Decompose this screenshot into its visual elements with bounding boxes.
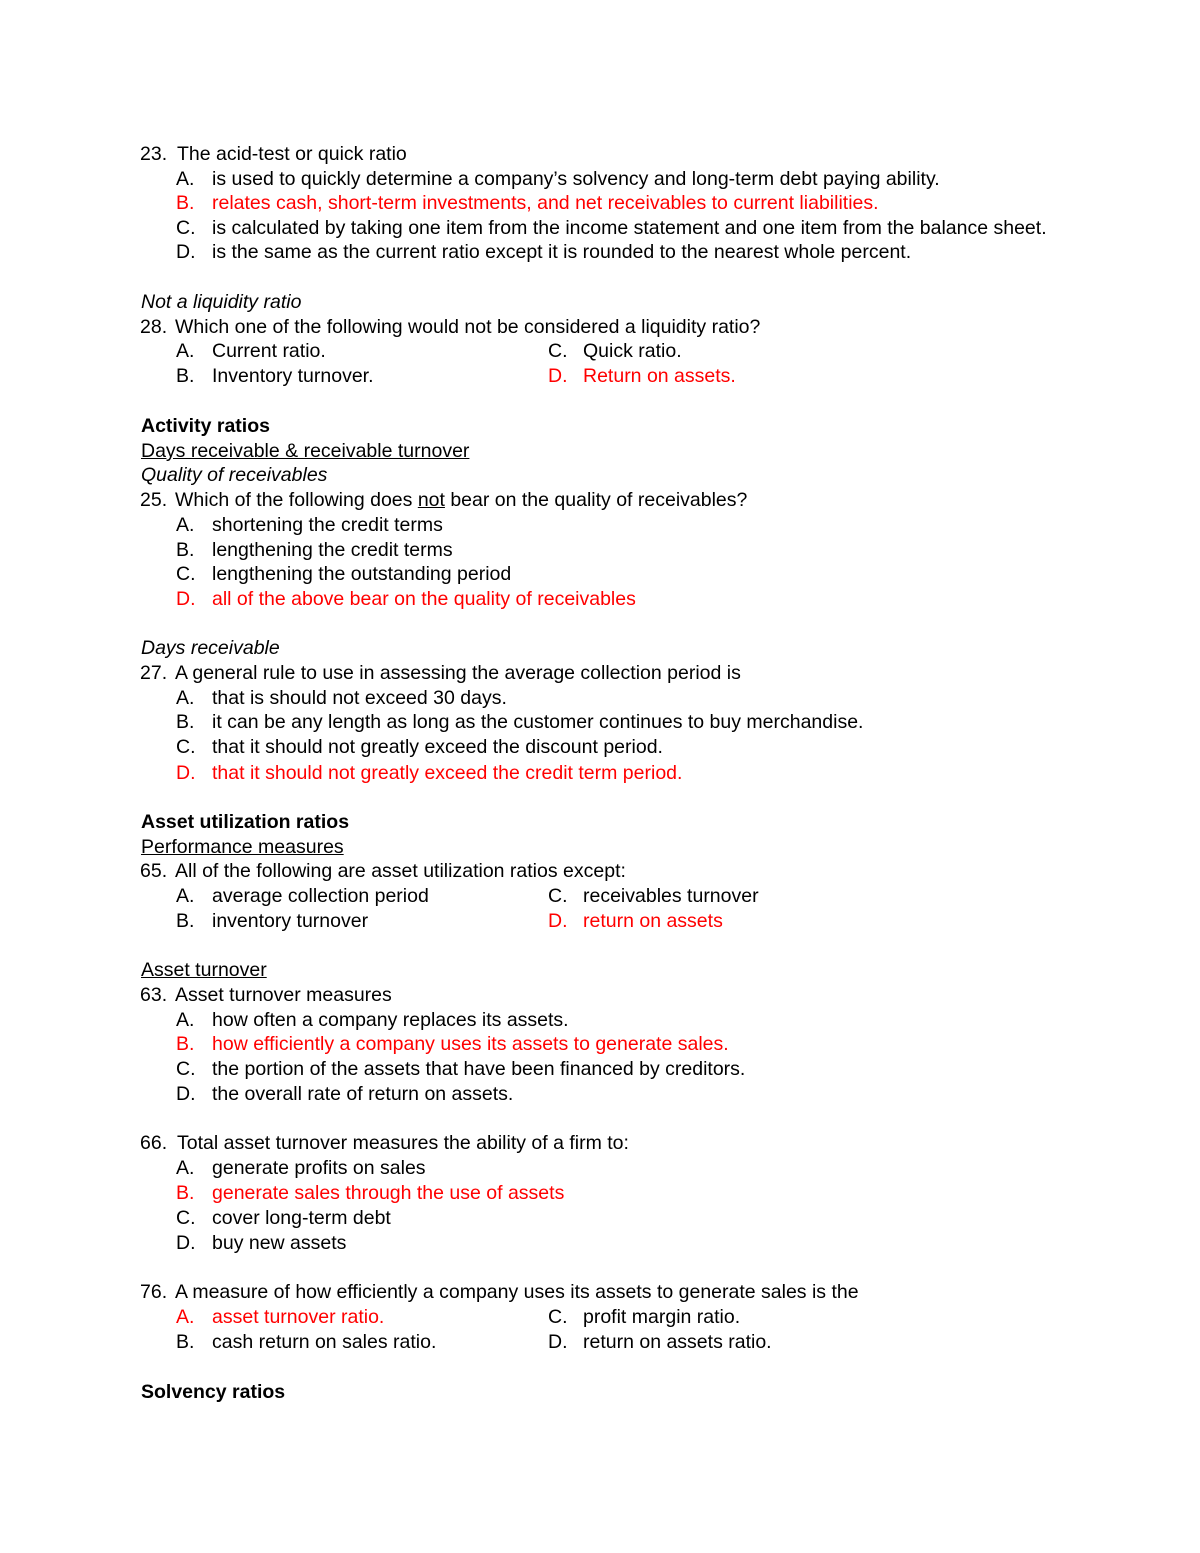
option-text: Inventory turnover.	[212, 365, 374, 387]
option-letter: A.	[176, 687, 195, 709]
option-letter-answer: D.	[548, 365, 568, 387]
question-text: A general rule to use in assessing the average collection period is	[175, 662, 741, 684]
option-text: profit margin ratio.	[583, 1306, 741, 1328]
option-letter: D.	[176, 588, 196, 610]
topic-label: Days receivable	[141, 637, 280, 659]
question-text: The acid-test or quick ratio	[177, 143, 407, 165]
option-letter: B.	[176, 192, 195, 214]
option-text: that is should not exceed 30 days.	[212, 687, 507, 709]
option-text: cash return on sales ratio.	[212, 1331, 437, 1353]
question-number: 23.	[140, 143, 168, 165]
option-letter: B.	[176, 1182, 195, 1204]
option-letter: A.	[176, 168, 195, 190]
option-text-answer: asset turnover ratio.	[212, 1306, 385, 1328]
option-letter: A.	[176, 1009, 195, 1031]
option-text: receivables turnover	[583, 885, 759, 907]
question-number: 28.	[140, 316, 168, 338]
emphasis-not: not	[417, 489, 445, 511]
option-letter: D.	[176, 762, 196, 784]
option-text: the portion of the assets that have been financed by creditors.	[212, 1058, 746, 1080]
option-letter: C.	[548, 340, 568, 362]
option-letter-answer: A.	[176, 1306, 195, 1328]
option-text-answer: Return on assets.	[583, 365, 736, 387]
option-text: is used to quickly determine a company’s solvency and long-term debt paying ability.	[212, 168, 940, 190]
question-number: 76.	[140, 1281, 168, 1303]
option-text: is the same as the current ratio except it is rounded to the nearest whole percent.	[212, 241, 912, 263]
question-number: 65.	[140, 860, 168, 882]
option-text: cover long-term debt	[212, 1207, 391, 1229]
option-letter: A.	[176, 340, 195, 362]
option-letter: D.	[176, 1232, 196, 1254]
question-text: A measure of how efficiently a company uses its assets to generate sales is the	[175, 1281, 859, 1303]
option-text: average collection period	[212, 885, 429, 907]
question-number: 66.	[140, 1132, 168, 1154]
option-text: Quick ratio.	[583, 340, 682, 362]
section-heading: Asset utilization ratios	[141, 811, 350, 833]
option-text: all of the above bear on the quality of receivables	[212, 588, 636, 610]
option-letter: B.	[176, 910, 195, 932]
question-number: 63.	[140, 984, 168, 1006]
option-text: how often a company replaces its assets.	[212, 1009, 569, 1031]
option-text: is calculated by taking one item from the income statement and one item from the balance sheet.	[212, 217, 1047, 239]
option-text: buy new assets	[212, 1232, 347, 1254]
option-text: how efficiently a company uses its assets to generate sales.	[212, 1033, 729, 1055]
subheading: Asset turnover	[141, 959, 267, 981]
option-letter: B.	[176, 365, 195, 387]
option-text: lengthening the outstanding period	[212, 563, 512, 585]
option-letter: A.	[176, 1157, 195, 1179]
option-letter: C.	[176, 563, 196, 585]
option-letter: B.	[176, 539, 195, 561]
option-letter: C.	[548, 885, 568, 907]
question-number: 27.	[140, 662, 168, 684]
option-text: shortening the credit terms	[212, 514, 443, 536]
section-heading: Activity ratios	[141, 415, 270, 437]
question-text: All of the following are asset utilization ratios except:	[175, 860, 626, 882]
section-heading: Solvency ratios	[141, 1381, 286, 1403]
option-text: inventory turnover	[212, 910, 369, 932]
question-text: Which of the following does not bear on the quality of receivables?	[175, 489, 748, 511]
option-text: the overall rate of return on assets.	[212, 1083, 514, 1105]
option-letter: A.	[176, 514, 195, 536]
option-text: generate sales through the use of assets	[212, 1182, 565, 1204]
option-text: it can be any length as long as the customer continues to buy merchandise.	[212, 711, 864, 733]
option-letter: C.	[176, 1058, 196, 1080]
option-letter: C.	[176, 736, 196, 758]
subheading: Performance measures	[141, 836, 344, 858]
option-letter: D.	[548, 1331, 568, 1353]
question-number: 25.	[140, 489, 168, 511]
topic-label: Not a liquidity ratio	[141, 291, 302, 313]
topic-label: Quality of receivables	[141, 464, 328, 486]
option-letter: D.	[176, 241, 196, 263]
option-text: Current ratio.	[212, 340, 326, 362]
option-letter: C.	[176, 217, 196, 239]
subheading: Days receivable & receivable turnover	[141, 440, 470, 462]
option-letter-answer: D.	[548, 910, 568, 932]
option-text: that it should not greatly exceed the discount period.	[212, 736, 663, 758]
option-text: generate profits on sales	[212, 1157, 426, 1179]
option-letter: B.	[176, 711, 195, 733]
option-text: lengthening the credit terms	[212, 539, 453, 561]
question-text: Which one of the following would not be considered a liquidity ratio?	[175, 316, 761, 338]
option-text: return on assets ratio.	[583, 1331, 772, 1353]
option-letter: B.	[176, 1331, 195, 1353]
option-letter: C.	[548, 1306, 568, 1328]
option-letter: C.	[176, 1207, 196, 1229]
option-text: relates cash, short-term investments, and net receivables to current liabilities.	[212, 192, 879, 214]
option-letter: B.	[176, 1033, 195, 1055]
option-letter: D.	[176, 1083, 196, 1105]
option-text: that it should not greatly exceed the credit term period.	[212, 762, 683, 784]
question-text: Total asset turnover measures the ability of a firm to:	[177, 1132, 629, 1154]
option-letter: A.	[176, 885, 195, 907]
question-text: Asset turnover measures	[175, 984, 392, 1006]
option-text-answer: return on assets	[583, 910, 723, 932]
